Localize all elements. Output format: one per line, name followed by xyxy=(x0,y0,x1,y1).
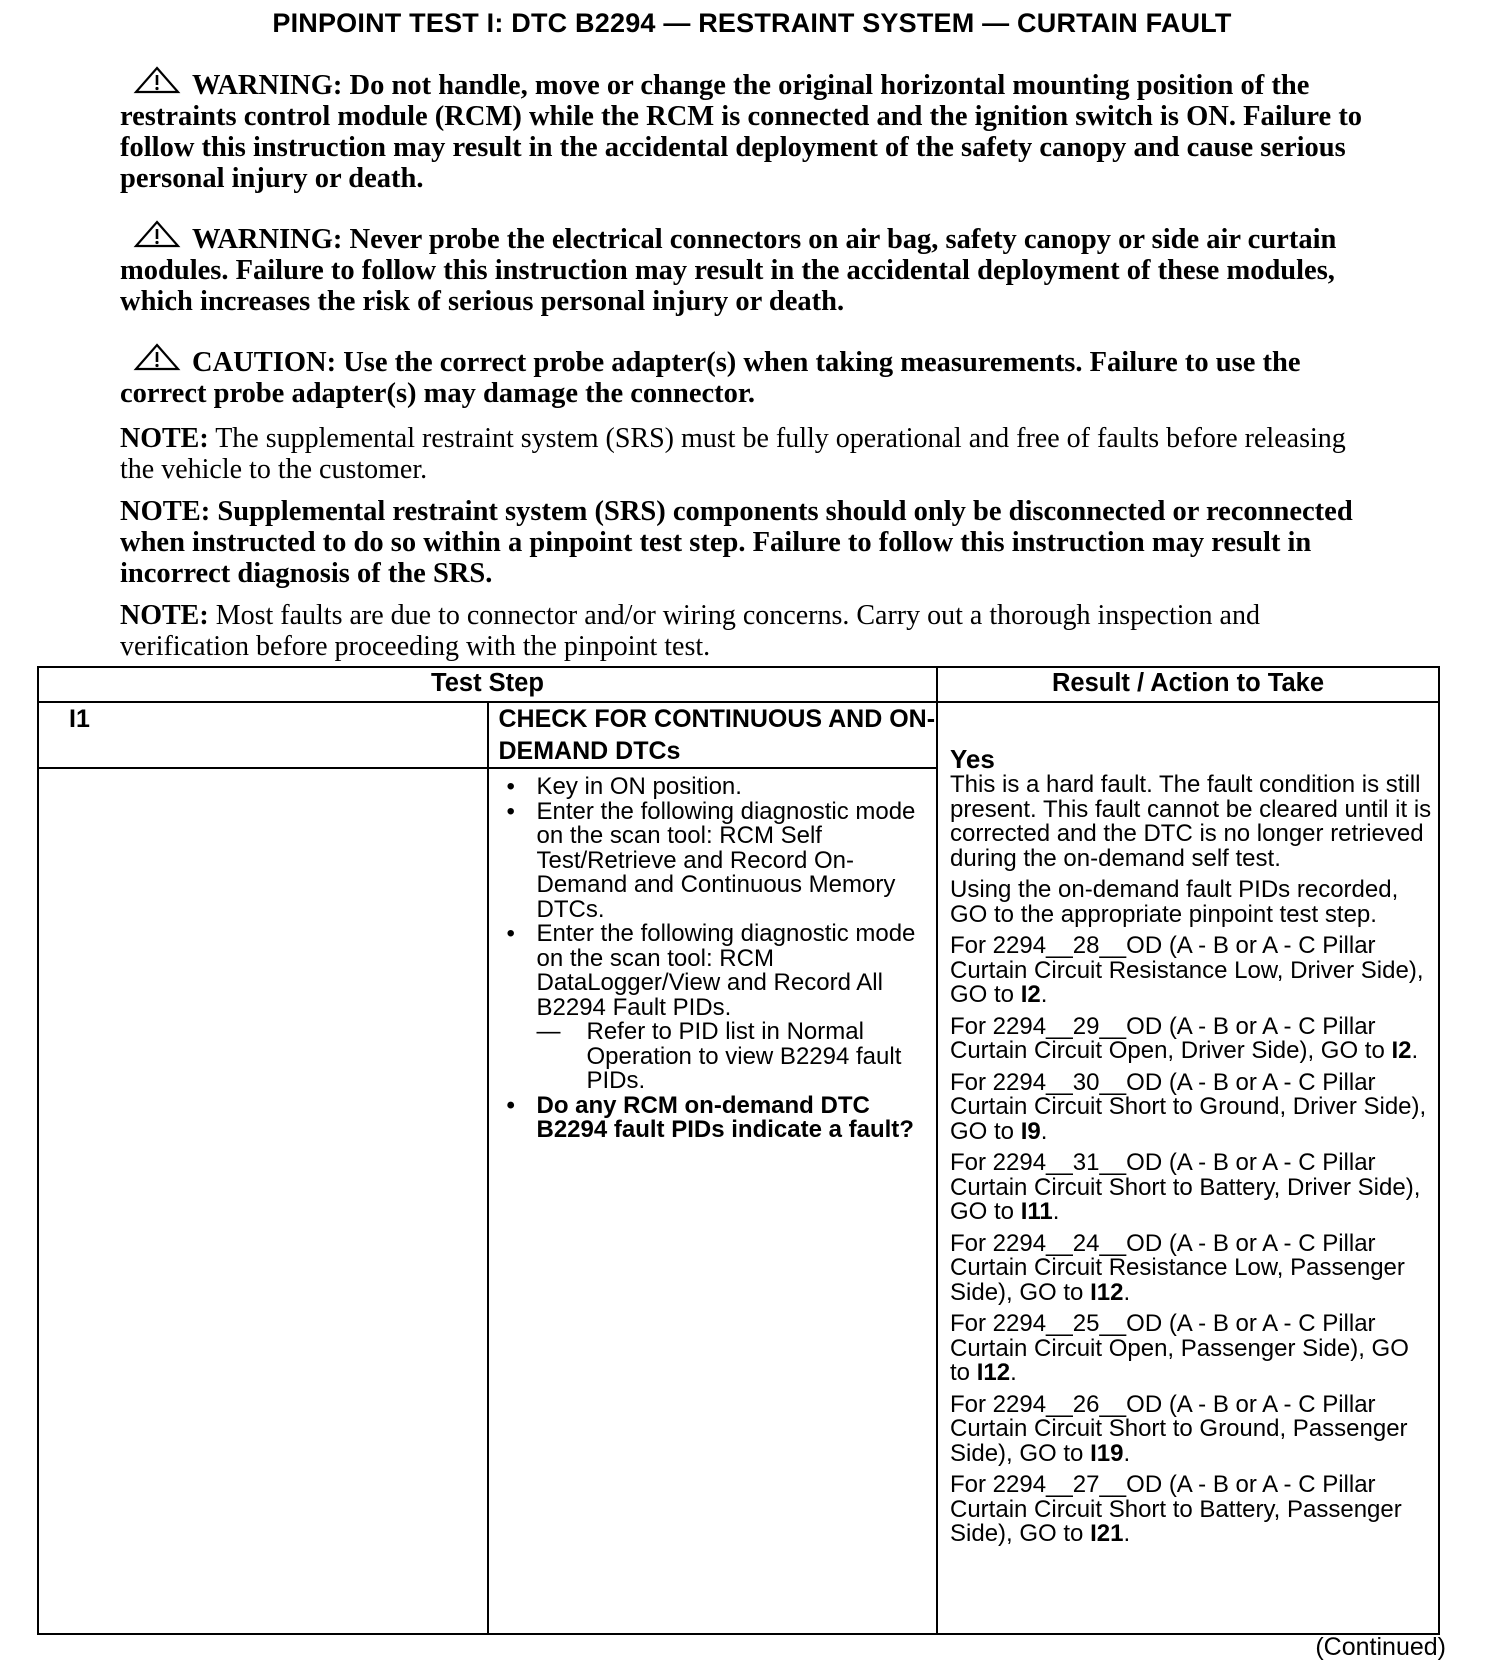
route-target: I12 xyxy=(1090,1278,1124,1306)
pinpoint-test-table xyxy=(37,666,1440,1635)
route-item: For 2294__24__OD (A - B or A - C Pillar Curtain Circuit Resistance Low, Passenger Side), GO to I12. xyxy=(950,1229,1405,1306)
result-yes: Yes xyxy=(950,744,995,774)
page-title: PINPOINT TEST I: DTC B2294 — RESTRAINT SYSTEM — CURTAIN FAULT xyxy=(272,8,1232,38)
route-item: For 2294__29__OD (A - B or A - C Pillar Curtain Circuit Open, Driver Side), GO to I2. xyxy=(950,1012,1419,1064)
warning-notice xyxy=(120,220,1370,317)
note-label: NOTE: xyxy=(120,496,211,527)
list-item: • Enter the following diagnostic mode on the scan tool: RCM Self Test/Retrieve and Record On-Demand and Continuous Memory DTCs. xyxy=(506,797,916,923)
result-text: This is a hard fault. The fault condition is still present. This fault cannot be cleared until it is corrected and the DTC is no longer retrieved during the on-demand self test. xyxy=(950,771,1432,872)
step-list xyxy=(489,775,937,1143)
warning-triangle-icon xyxy=(132,66,182,94)
route-target: I9 xyxy=(1020,1117,1041,1145)
route-target: I2 xyxy=(1391,1037,1412,1064)
note-text: The supplemental restraint system (SRS) must be fully operational and free of faults before releasing the vehicle to the customer. xyxy=(120,423,1346,485)
step-question: • Do any RCM on-demand DTC B2294 fault PIDs indicate a fault? xyxy=(506,1091,914,1143)
note-label: NOTE: xyxy=(120,600,209,631)
route-item: For 2294__30__OD (A - B or A - C Pillar Curtain Circuit Short to Ground, Driver Side), GO to I9. xyxy=(950,1068,1427,1145)
step-id: I1 xyxy=(38,702,488,768)
route-target: I12 xyxy=(976,1359,1011,1386)
result-cell xyxy=(937,702,1439,1634)
notice-text: CAUTION: Use the correct probe adapter(s) when taking measurements. Failure to use the correct probe adapter(s) may damage the connector. xyxy=(120,347,1301,409)
caution-notice xyxy=(120,343,1370,409)
step-id-blank xyxy=(38,768,488,1634)
notice-text: WARNING: Do not handle, move or change the original horizontal mounting position of the restraints control module (RCM) while the RCM is connected and the ignition switch is ON. Failure to follow this instruction may result in the accidental deployment of the safety canopy and cause serious personal injury or death. xyxy=(120,70,1363,194)
note-text: Most faults are due to connector and/or wiring concerns. Carry out a thorough inspection and verification before proceeding with the pinpoint test. xyxy=(120,600,1260,662)
note xyxy=(120,423,1370,485)
route-target: I21 xyxy=(1090,1520,1124,1547)
route-target: I2 xyxy=(1020,981,1041,1008)
result-text: Using the on-demand fault PIDs recorded, GO to the appropriate pinpoint test step. xyxy=(950,876,1399,928)
route-item: For 2294__28__OD (A - B or A - C Pillar Curtain Circuit Resistance Low, Driver Side), GO to I2. xyxy=(950,932,1424,1008)
warning-triangle-icon xyxy=(132,220,182,248)
continued-label: (Continued) xyxy=(1315,1633,1446,1661)
list-item: • Key in ON position. xyxy=(506,773,742,800)
step-title: CHECK FOR CONTINUOUS AND ON-DEMAND DTCs xyxy=(488,702,938,768)
route-item: For 2294__26__OD (A - B or A - C Pillar Curtain Circuit Short to Ground, Passenger Side), GO to I19. xyxy=(950,1390,1408,1467)
route-item: For 2294__31__OD (A - B or A - C Pillar Curtain Circuit Short to Battery, Driver Side), GO to I11. xyxy=(950,1149,1421,1225)
note xyxy=(120,600,1370,662)
warning-notice xyxy=(120,66,1370,194)
col-header-test-step: Test Step xyxy=(38,667,937,702)
route-item: For 2294__25__OD (A - B or A - C Pillar Curtain Circuit Open, Passenger Side), GO to I12. xyxy=(950,1310,1409,1386)
notices-section xyxy=(120,66,1370,673)
route-item: For 2294__27__OD (A - B or A - C Pillar Curtain Circuit Short to Battery, Passenger Side), GO to I21. xyxy=(950,1471,1402,1547)
note xyxy=(120,496,1370,589)
route-target: I11 xyxy=(1020,1198,1053,1225)
list-item: • Enter the following diagnostic mode on the scan tool: RCM DataLogger/View and Record All B2294 Fault PIDs. — Refer to PID list in Normal Operation to view B2294 fault PIDs. xyxy=(499,922,929,1094)
sub-list xyxy=(537,1020,929,1094)
sub-list-item: — Refer to PID list in Normal Operation to view B2294 fault PIDs. xyxy=(536,1018,902,1094)
col-header-result: Result / Action to Take xyxy=(937,667,1439,702)
notice-text: WARNING: Never probe the electrical connectors on air bag, safety canopy or side air curtain modules. Failure to follow this instruction may result in the accidental deployment of these modules, which increases the risk of serious personal injury or death. xyxy=(120,224,1337,317)
route-target: I19 xyxy=(1090,1439,1124,1467)
warning-triangle-icon xyxy=(132,343,182,371)
step-body xyxy=(488,768,938,1634)
note-label: NOTE: xyxy=(120,423,209,454)
note-text: Supplemental restraint system (SRS) components should only be disconnected or reconnected when instructed to do so within a pinpoint test step. Failure to follow this instruction may result in incorrect diagnosis of the SRS. xyxy=(120,496,1353,589)
